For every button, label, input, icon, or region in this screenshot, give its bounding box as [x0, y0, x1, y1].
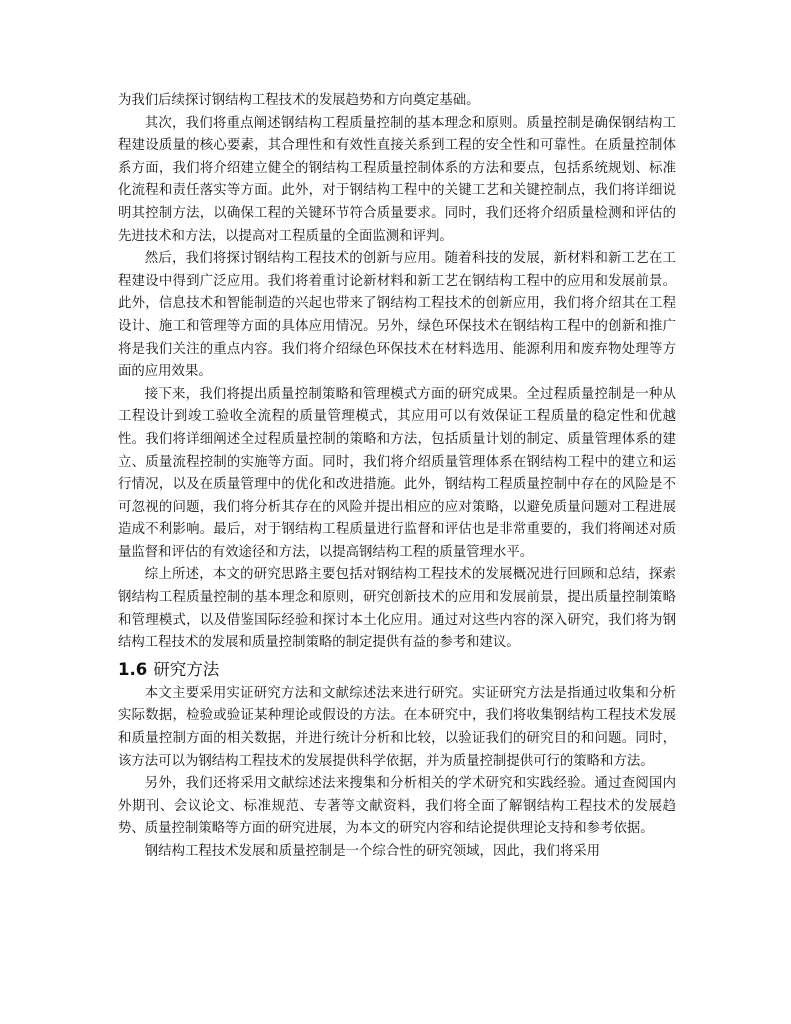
paragraph-quality-control-principles: 其次，我们将重点阐述钢结构工程质量控制的基本理念和原则。质量控制是确保钢结构工程建设质量的核心要素，其合理性和有效性直接关系到工程的安全性和可靠性。在质量控制体系方面，我们将介绍建立健全的钢结构工程质量控制体系的方法和要点，包括系统规划、标准化流程和责任落实等方面。此外，对于钢结构工程中的关键工艺和关键控制点，我们将详细说明其控制方法，以确保工程的关键环节符合质量要求。同时，我们还将介绍质量检测和评估的先进技术和方法，以提高对工程质量的全面监测和评判。 [118, 115, 676, 244]
paragraph-empirical-method: 本文主要采用实证研究方法和文献综述法来进行研究。实证研究方法是指通过收集和分析实际数据，检验或验证某种理论或假设的方法。在本研究中，我们将收集钢结构工程技术发展和质量控制方面的相关数据，并进行统计分析和比较，以验证我们的研究目的和问题。同时，该方法可以为钢结构工程技术的发展提供科学依据，并为质量控制提供可行的策略和方法。 [118, 685, 676, 769]
paragraph-strategy-management: 接下来，我们将提出质量控制策略和管理模式方面的研究成果。全过程质量控制是一种从工程设计到竣工验收全流程的质量管理模式，其应用可以有效保证工程质量的稳定性和优越性。我们将详细阐述全过程质量控制的策略和方法，包括质量计划的制定、质量管理体系的建立、质量流程控制的实施等方面。同时，我们将介绍质量管理体系在钢结构工程中的建立和运行情况，以及在质量管理中的优化和改进措施。此外，钢结构工程质量控制中存在的风险是不可忽视的问题，我们将分析其存在的风险并提出相应的应对策略，以避免质量问题对工程进展造成不利影响。最后，对于钢结构工程质量进行监督和评估也是非常重要的，我们将阐述对质量监督和评估的有效途径和方法，以提高钢结构工程的质量管理水平。 [118, 386, 676, 560]
section-title: 研究方法 [153, 659, 220, 679]
section-heading [118, 657, 676, 683]
paragraph-comprehensive-field: 钢结构工程技术发展和质量控制是一个综合性的研究领域，因此，我们将采用 [144, 844, 601, 859]
paragraph-summary: 综上所述，本文的研究思路主要包括对钢结构工程技术的发展概况进行回顾和总结，探索钢结构工程质量控制的基本理念和原则，研究创新技术的应用和发展前景，提出质量控制策略和管理模式，以及借鉴国际经验和探讨本土化应用。通过对这些内容的深入研究，我们将为钢结构工程技术的发展和质量控制策略的制定提供有益的参考和建议。 [118, 567, 676, 651]
paragraph-literature-review: 另外，我们还将采用文献综述法来搜集和分析相关的学术研究和实践经验。通过查阅国内外期刊、会议论文、标准规范、专著等文献资料，我们将全面了解钢结构工程技术的发展趋势、质量控制策略等方面的研究进展，为本文的研究内容和结论提供理论支持和参考依据。 [118, 776, 676, 837]
section-number: 1.6 [118, 659, 148, 679]
document-page [118, 90, 676, 864]
paragraph-innovation-application: 然后，我们将探讨钢结构工程技术的创新与应用。随着科技的发展，新材料和新工艺在工程建设中得到广泛应用。我们将着重讨论新材料和新工艺在钢结构工程中的应用和发展前景。此外，信息技术和智能制造的兴起也带来了钢结构工程技术的创新应用，我们将介绍其在工程设计、施工和管理等方面的具体应用情况。另外，绿色环保技术在钢结构工程中的创新和推广将是我们关注的重点内容。我们将介绍绿色环保技术在材料选用、能源利用和废弃物处理等方面的应用效果。 [118, 251, 676, 380]
paragraph-continuation: 为我们后续探讨钢结构工程技术的发展趋势和方向奠定基础。 [118, 93, 480, 108]
